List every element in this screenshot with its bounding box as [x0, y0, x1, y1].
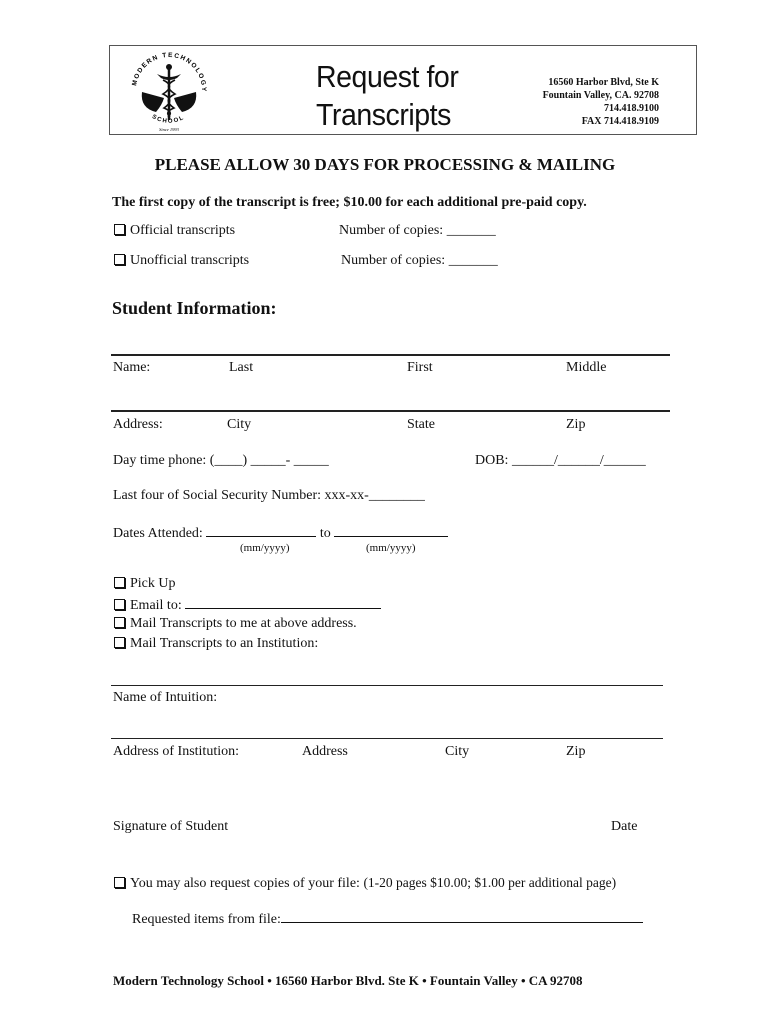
official-transcripts-option[interactable]: [114, 223, 235, 239]
pickup-option[interactable]: [114, 576, 176, 592]
end-date-format: (mm/yyyy): [366, 542, 416, 554]
state-field[interactable]: State: [407, 417, 435, 432]
checkbox[interactable]: [114, 599, 125, 610]
last-name-field[interactable]: Last: [229, 360, 254, 375]
option-label: Email to:: [130, 598, 182, 613]
option-label: Official transcripts: [130, 223, 236, 238]
checkbox[interactable]: [114, 254, 125, 265]
middle-name-field[interactable]: Middle: [566, 360, 607, 375]
date-field[interactable]: Date: [611, 819, 638, 834]
checkbox[interactable]: [114, 637, 125, 648]
title-line-2: Transcripts: [316, 97, 451, 132]
name-label: Name:: [113, 360, 151, 375]
city-field[interactable]: City: [227, 417, 252, 432]
logo-text-bottom: SCHOOL: [150, 113, 186, 125]
divider: [111, 354, 670, 356]
dates-label: Dates Attended:: [113, 526, 203, 541]
signature-field[interactable]: Signature of Student: [113, 819, 229, 834]
email-option[interactable]: [114, 596, 381, 614]
ssn-field[interactable]: Last four of Social Security Number: xxx-xx-________: [113, 488, 425, 503]
title-line-1: Request for: [316, 59, 459, 94]
checkbox[interactable]: [114, 577, 125, 588]
zip-field[interactable]: Zip: [566, 417, 586, 432]
address-line: 16560 Harbor Blvd, Ste K: [548, 77, 659, 88]
student-info-heading: Student Information:: [112, 298, 277, 318]
first-name-field[interactable]: First: [407, 360, 433, 375]
checkbox[interactable]: [114, 617, 125, 628]
option-label: Mail Transcripts to an Institution:: [130, 636, 319, 651]
mail-to-me-option[interactable]: [114, 616, 357, 632]
option-label: Unofficial transcripts: [130, 253, 250, 268]
school-address: [543, 76, 659, 128]
option-label: Mail Transcripts to me at above address.: [130, 616, 357, 631]
end-date-field[interactable]: [334, 524, 448, 537]
official-copies-field[interactable]: Number of copies: _______: [339, 223, 496, 238]
email-input[interactable]: [185, 596, 381, 609]
logo-since: Since 1993: [159, 127, 179, 132]
mail-to-institution-option[interactable]: [114, 636, 318, 652]
institution-street-field[interactable]: Address: [302, 744, 348, 759]
school-logo: [124, 50, 214, 135]
requested-items: [132, 910, 643, 928]
file-copies-option[interactable]: [114, 875, 616, 892]
file-copies-pricing: (1-20 pages $10.00; $1.00 per additional page): [363, 875, 617, 890]
file-copies-label: You may also request copies of your file:: [130, 876, 360, 891]
phone-field[interactable]: Day time phone: (____) _____- _____: [113, 453, 329, 468]
page-title: [316, 58, 458, 134]
dates-to: to: [319, 526, 331, 541]
checkbox[interactable]: [114, 877, 125, 888]
processing-notice: PLEASE ALLOW 30 DAYS FOR PROCESSING & MAILING: [154, 155, 616, 174]
institution-name-label: Name of Intuition:: [113, 690, 218, 705]
institution-name-line[interactable]: [111, 685, 663, 686]
footer: Modern Technology School • 16560 Harbor Blvd. Ste K • Fountain Valley • CA 92708: [113, 973, 583, 988]
address-label: Address:: [113, 417, 163, 432]
unofficial-copies-field[interactable]: Number of copies: _______: [341, 253, 498, 268]
fee-notice: The first copy of the transcript is free; $10.00 for each additional pre-paid copy.: [112, 195, 587, 210]
divider: [111, 410, 670, 412]
dob-field[interactable]: DOB: ______/______/______: [475, 453, 646, 468]
address-line: FAX 714.418.9109: [581, 116, 659, 127]
address-line: Fountain Valley, CA. 92708: [542, 90, 659, 101]
option-label: Pick Up: [130, 576, 176, 591]
address-line: 714.418.9100: [604, 103, 659, 114]
institution-city-field[interactable]: City: [445, 744, 470, 759]
dates-attended: [113, 524, 448, 542]
logo-text-top: MODERN TECHNOLOGY: [131, 51, 208, 93]
institution-address-label: Address of Institution:: [113, 744, 239, 759]
start-date-field[interactable]: [206, 524, 316, 537]
requested-items-label: Requested items from file:: [132, 912, 281, 927]
start-date-format: (mm/yyyy): [240, 542, 290, 554]
institution-zip-field[interactable]: Zip: [566, 744, 586, 759]
checkbox[interactable]: [114, 224, 125, 235]
requested-items-input[interactable]: [281, 910, 643, 923]
institution-address-line[interactable]: [111, 738, 663, 739]
unofficial-transcripts-option[interactable]: [114, 253, 249, 269]
